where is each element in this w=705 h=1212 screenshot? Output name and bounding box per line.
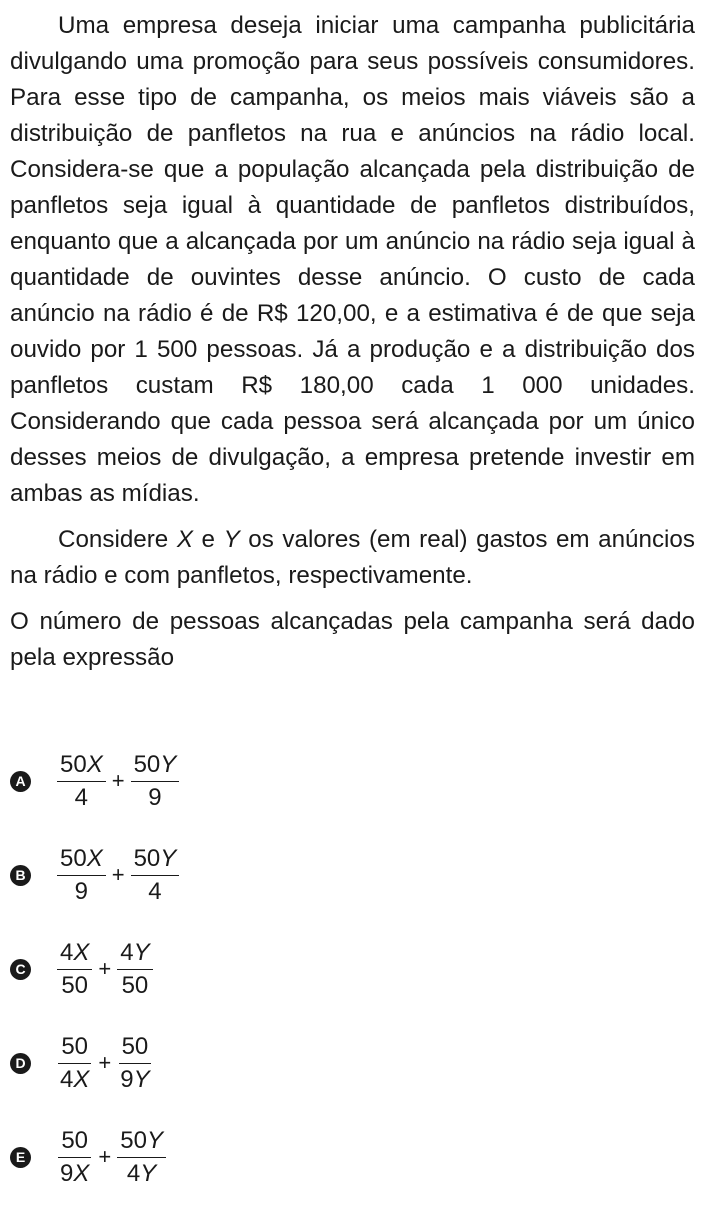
fraction [57,749,106,814]
numerator: 50 [58,1031,91,1064]
expression-e [57,1125,166,1190]
fraction [57,1125,92,1190]
expression-a [57,749,179,814]
option-e[interactable] [10,1110,695,1204]
fraction [57,1031,92,1096]
denominator: 4 [148,877,162,905]
plus-sign: + [111,768,125,793]
denominator: 9Y [120,1065,150,1093]
numerator: 50Y [117,1125,166,1158]
fraction [131,749,180,814]
expression-d [57,1031,153,1096]
denominator: 4 [74,783,89,811]
numerator: 50 [119,1031,152,1064]
option-a[interactable] [10,734,695,828]
denominator: 9 [74,877,89,905]
variables-text-end: os valores (em real) gastos em anúncios na rádio e com panfletos, respectivamente. [10,526,695,589]
option-letter-d: D [10,1053,31,1074]
denominator: 4Y [126,1159,157,1187]
denominator: 9X [60,1159,90,1187]
fraction [57,937,92,1002]
denominator: 4X [60,1065,90,1093]
variables-paragraph [10,522,695,594]
fraction [117,1125,166,1190]
numerator: 50X [57,843,106,876]
answer-options [10,734,695,1204]
variable-y: Y [223,526,240,553]
option-b[interactable] [10,828,695,922]
plus-sign: + [98,956,112,981]
variables-text-mid: e [192,526,224,553]
fraction [117,1031,152,1096]
expression-b [57,843,179,908]
option-letter-a: A [10,771,31,792]
variable-x: X [176,526,193,553]
numerator: 50 [58,1125,91,1158]
option-letter-c: C [10,959,31,980]
numerator: 4Y [117,937,152,970]
option-letter-b: B [10,865,31,886]
question-prompt: O número de pessoas alcançadas pela campanha será dado pela expressão [10,608,695,671]
plus-sign: + [98,1050,112,1075]
numerator: 50X [57,749,106,782]
plus-sign: + [111,862,125,887]
fraction [131,843,180,908]
numerator: 4X [57,937,92,970]
variables-text-start: Considere [58,526,177,553]
option-d[interactable] [10,1016,695,1110]
plus-sign: + [98,1144,112,1169]
numerator: 50Y [131,843,180,876]
denominator: 50 [121,971,149,999]
denominator: 50 [61,971,89,999]
expression-c [57,937,153,1002]
denominator: 9 [148,783,162,811]
numerator: 50Y [131,749,180,782]
option-letter-e: E [10,1147,31,1168]
option-c[interactable] [10,922,695,1016]
fraction [57,843,106,908]
fraction [117,937,152,1002]
statement-paragraph: Uma empresa deseja iniciar uma campanha publicitária divulgando uma promoção para seus possíveis consumidores. Para esse tipo de campanha, os meios mais viáveis são a distribuição de panfletos na rua e anúncios na rádio local. Considera-se que a população alcançada pela distribuição de panfletos seja igual à quantidade de panfletos distribuídos, enquanto que a alcançada por um anúncio na rádio seja igual à quantidade de ouvintes desse anúncio. O custo de cada anúncio na rádio é de R$ 120,00, e a estimativa é de que seja ouvido por 1 500 pessoas. Já a produção e a distribuição dos panfletos custam R$ 180,00 cada 1 000 unidades. Considerando que cada pessoa será alcançada por um único desses meios de divulgação, a empresa pretende investir em ambas as mídias. [10,12,695,507]
